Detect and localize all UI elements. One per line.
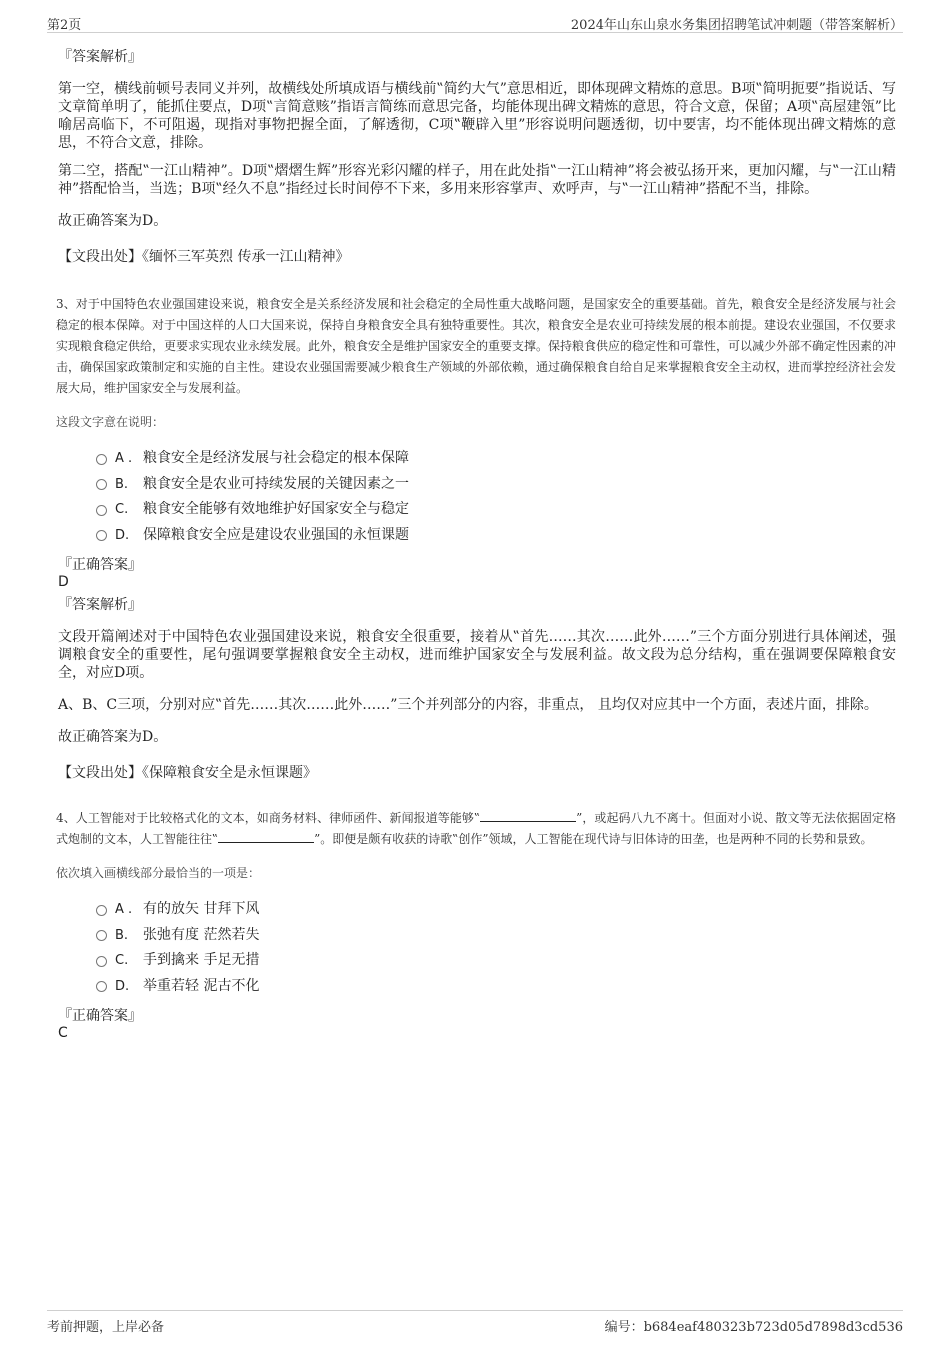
radio-button[interactable] — [96, 505, 107, 516]
radio-button[interactable] — [96, 981, 107, 992]
document-id: 编号：b684eaf480323b723d05d7898d3cd536 — [604, 1320, 903, 1335]
answer-conclusion: 故正确答案为D。 — [58, 213, 168, 229]
fill-blank — [480, 809, 576, 822]
radio-button[interactable] — [96, 479, 107, 490]
option-letter: B. — [115, 476, 129, 492]
option-letter: D. — [115, 978, 130, 994]
option-text: 粮食安全是经济发展与社会稳定的根本保障 — [143, 450, 409, 466]
correct-answer-label: 『正确答案』 — [58, 557, 142, 573]
correct-answer: C — [58, 1025, 68, 1041]
radio-button[interactable] — [96, 930, 107, 941]
option-text: 粮食安全是农业可持续发展的关键因素之一 — [143, 475, 409, 492]
correct-answer-label: 『正确答案』 — [58, 1008, 142, 1024]
analysis-label: 『答案解析』 — [58, 597, 142, 613]
correct-answer: D — [58, 574, 69, 590]
option-a[interactable] — [96, 897, 896, 923]
page-footer — [47, 1310, 903, 1335]
option-letter: C. — [115, 953, 129, 968]
option-letter: A . — [115, 451, 133, 466]
radio-button[interactable] — [96, 905, 107, 916]
question-stem — [56, 808, 896, 850]
answer-conclusion: 故正确答案为D。 — [58, 729, 168, 745]
stem-part: ”，或起码八九不离十。但面对小说、散文等无法依据固定格式炮制的文本，人工智能往往‟ — [56, 811, 897, 846]
option-text: 粮食安全能够有效地维护好国家安全与稳定 — [143, 501, 409, 517]
option-text: 手到擒来 手足无措 — [143, 952, 260, 968]
option-letter: B. — [115, 927, 129, 943]
analysis-paragraph: 文段开篇阐述对于中国特色农业强国建设来说，粮食安全很重要，接着从‟首先……其次……此外……”三个方面分别进行具体阐述，强调粮食安全的重要性，尾句强调要掌握粮食安全主动权，进而维护国家安全与发展利益。故文段为总分结构，重在强调要保障粮食安全，对应D项。 — [58, 629, 896, 681]
analysis-label: 『答案解析』 — [58, 49, 142, 65]
stem-part: ”。即便是颇有收获的诗歌‟创作”领域，人工智能在现代诗与旧体诗的田垄，也是两种不同的长势和景致。 — [314, 832, 873, 846]
document-body — [56, 46, 896, 1041]
page-header — [47, 12, 903, 33]
analysis-paragraph: 第二空，搭配‟一江山精神”。D项‟熠熠生辉”形容光彩闪耀的样子，用在此处指‟一江山精神”将会被弘扬开来，更加闪耀，与‟一江山精神”搭配恰当，当选；B项‟经久不息”指经过长时间停不下来，多用来形容掌声、欢呼声，与‟一江山精神”搭配不当，排除。 — [58, 163, 896, 197]
option-letter: C. — [115, 502, 129, 517]
question-prompt: 这段文字意在说明： — [56, 415, 165, 429]
option-a[interactable] — [96, 446, 896, 472]
footer-slogan: 考前押题，上岸必备 — [47, 1320, 165, 1335]
analysis-paragraph: A、B、C三项，分别对应‟首先……其次……此外……”三个并列部分的内容，非重点， 且均仅对应其中一个方面，表述片面，排除。 — [58, 697, 878, 713]
radio-button[interactable] — [96, 956, 107, 967]
source-citation: 【文段出处】《保障粮食安全是永恒课题》 — [58, 765, 317, 781]
page-number: 第2页 — [47, 18, 82, 33]
radio-button[interactable] — [96, 530, 107, 541]
option-text: 有的放矢 甘拜下风 — [143, 901, 260, 917]
option-list — [96, 446, 896, 548]
fill-blank — [218, 830, 314, 843]
source-citation: 【文段出处】《缅怀三军英烈 传承一江山精神》 — [58, 249, 350, 265]
option-text: 举重若轻 泥古不化 — [143, 977, 260, 994]
stem-part: 4、人工智能对于比较格式化的文本，如商务材料、律师函件、新闻报道等能够‟ — [56, 811, 481, 825]
radio-button[interactable] — [96, 454, 107, 465]
option-c[interactable] — [96, 497, 896, 523]
option-list — [96, 897, 896, 999]
option-letter: D. — [115, 527, 130, 543]
option-b[interactable] — [96, 472, 896, 498]
option-c[interactable] — [96, 948, 896, 974]
analysis-paragraph: 第一空，横线前顿号表同义并列，故横线处所填成语与横线前‟简约大气”意思相近，即体现碑文精炼的意思。B项‟简明扼要”指说话、写文章简单明了，能抓住要点，D项‟言简意赅”指语言简练而意思完备，均能体现出碑文精炼的意思，符合文意，保留；A项‟高屋建瓴”比喻居高临下，不可阻遏，现指对事物把握全面，了解透彻，C项‟鞭辟入里”形容说明问题透彻，切中要害，均不能体现出碑文精炼的意思，不符合文意，排除。 — [58, 81, 896, 151]
option-letter: A . — [115, 902, 133, 917]
question-stem: 3、对于中国特色农业强国建设来说，粮食安全是关系经济发展和社会稳定的全局性重大战略问题，是国家安全的重要基础。首先，粮食安全是经济发展与社会稳定的根本保障。对于中国这样的人口大国来说，保持自身粮食安全具有独特重要性。其次，粮食安全是农业可持续发展的根本前提。建设农业强国，不仅要求实现粮食稳定供给，更要求实现农业永续发展。此外，粮食安全是维护国家安全的重要支撑。保持粮食供应的稳定性和可靠性，可以减少外部不确定性因素的冲击，确保国家政策制定和实施的自主性。建设农业强国需要减少粮食生产领域的外部依赖，通过确保粮食自给自足来掌握粮食安全主动权，进而掌控经济社会发展大局，维护国家安全与发展利益。 — [56, 297, 897, 395]
document-title: 2024年山东山泉水务集团招聘笔试冲刺题（带答案解析） — [570, 18, 903, 33]
option-d[interactable] — [96, 523, 896, 549]
option-b[interactable] — [96, 923, 896, 949]
option-text: 张弛有度 茫然若失 — [143, 926, 260, 943]
question-prompt: 依次填入画横线部分最恰当的一项是： — [56, 866, 261, 880]
option-d[interactable] — [96, 974, 896, 1000]
option-text: 保障粮食安全应是建设农业强国的永恒课题 — [143, 526, 409, 543]
